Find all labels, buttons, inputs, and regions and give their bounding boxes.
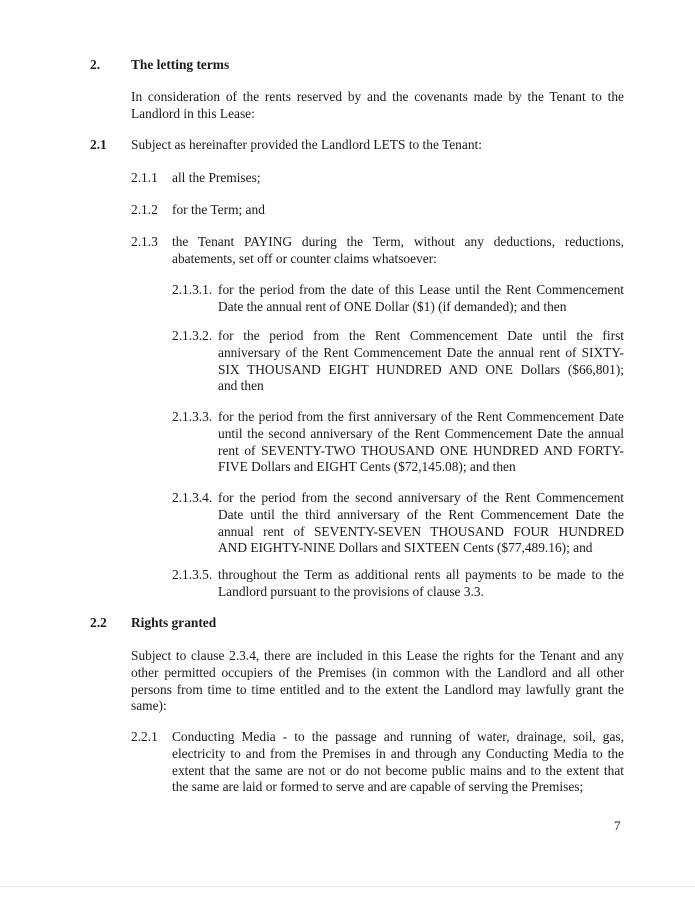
subclause-number: 2.1.3.5. bbox=[172, 567, 213, 582]
clause-line: Date until the third anniversary of the Rent Commencement Date the bbox=[218, 506, 624, 522]
clause-text bbox=[172, 729, 624, 796]
section-number: 2. bbox=[90, 57, 101, 72]
clause-text: Subject as hereinafter provided the Landlord LETS to the Tenant: bbox=[131, 137, 482, 152]
para-line: Subject to clause 2.3.4, there are included in this Lease the rights for the Tenant and any bbox=[131, 648, 624, 663]
clause-number: 2.2 bbox=[90, 615, 107, 630]
para-line: persons from time to time entitled and to the extent the Landlord may lawfully grant the bbox=[131, 681, 624, 697]
clause-number: 2.2.1 bbox=[131, 729, 158, 744]
clause-line: Landlord pursuant to the provisions of clause 3.3. bbox=[218, 583, 484, 599]
page-bottom-divider bbox=[0, 886, 695, 887]
clause-line: Conducting Media - to the passage and running of water, drainage, soil, gas, bbox=[172, 729, 624, 744]
clause-line: AND EIGHTY-NINE Dollars and SIXTEEN Cents ($77,489.16); and bbox=[218, 540, 593, 556]
clause-number: 2.1.2 bbox=[131, 202, 158, 217]
clause-heading: Rights granted bbox=[131, 615, 217, 630]
section-heading: The letting terms bbox=[131, 57, 230, 72]
clause-text: all the Premises; bbox=[172, 170, 261, 185]
clause-line: for the period from the first anniversary of the Rent Commencement Date bbox=[218, 409, 624, 424]
clause-line: until the second anniversary of the Rent Commencement Date the annual bbox=[218, 425, 624, 441]
clause-text: for the Term; and bbox=[172, 202, 265, 217]
para-line: other permitted occupiers of the Premises (in common with the Landlord and all other bbox=[131, 664, 624, 680]
clause-line: for the period from the second anniversary of the Rent Commencement bbox=[218, 490, 624, 505]
subclause-text bbox=[218, 490, 624, 557]
subclause-number: 2.1.3.4. bbox=[172, 490, 213, 505]
clause-paragraph bbox=[131, 648, 624, 715]
page-number: 7 bbox=[614, 818, 621, 833]
subclause-number: 2.1.3.2. bbox=[172, 328, 213, 343]
clause-line: and then bbox=[218, 378, 264, 394]
clause-line: anniversary of the Rent Commencement Date the annual rent of SIXTY- bbox=[218, 344, 624, 360]
clause-line: throughout the Term as additional rents all payments to be made to the bbox=[218, 567, 624, 582]
intro-line: Landlord in this Lease: bbox=[131, 105, 255, 121]
clause-number: 2.1.1 bbox=[131, 170, 158, 185]
clause-text bbox=[172, 234, 624, 268]
clause-line: annual rent of SEVENTY-SEVEN THOUSAND FOUR HUNDRED bbox=[218, 523, 624, 539]
subclause-number: 2.1.3.3. bbox=[172, 409, 213, 424]
clause-line: the same are laid or formed to serve and are capable of serving the Premises; bbox=[172, 779, 584, 795]
clause-line: rent of SEVENTY-TWO THOUSAND ONE HUNDRED AND FORTY- bbox=[218, 442, 624, 458]
clause-line: the Tenant PAYING during the Term, without any deductions, reductions, bbox=[172, 234, 624, 249]
para-line: same): bbox=[131, 698, 167, 714]
clause-line: for the period from the Rent Commencement Date until the first bbox=[218, 328, 624, 343]
clause-line: abatements, set off or counter claims whatsoever: bbox=[172, 250, 437, 266]
subclause-text bbox=[218, 282, 624, 316]
subclause-number: 2.1.3.1. bbox=[172, 282, 213, 297]
clause-number: 2.1.3 bbox=[131, 234, 158, 249]
subclause-text bbox=[218, 409, 624, 476]
subclause-text bbox=[218, 567, 624, 601]
clause-number: 2.1 bbox=[90, 137, 107, 152]
intro-line: In consideration of the rents reserved by and the covenants made by the Tenant to the bbox=[131, 89, 624, 104]
clause-line: extent that the same are not or do not become public mains and to the extent that bbox=[172, 762, 624, 778]
clause-line: electricity to and from the Premises in and through any Conducting Media to the bbox=[172, 745, 624, 761]
clause-line: FIVE Dollars and EIGHT Cents ($72,145.08); and then bbox=[218, 459, 516, 475]
clause-line: Date the annual rent of ONE Dollar ($1) (if demanded); and then bbox=[218, 298, 567, 314]
subclause-text bbox=[218, 328, 624, 395]
section-intro bbox=[131, 89, 624, 123]
clause-line: for the period from the date of this Lease until the Rent Commencement bbox=[218, 282, 624, 297]
clause-line: SIX THOUSAND EIGHT HUNDRED AND ONE Dollars ($66,801); bbox=[218, 361, 624, 377]
